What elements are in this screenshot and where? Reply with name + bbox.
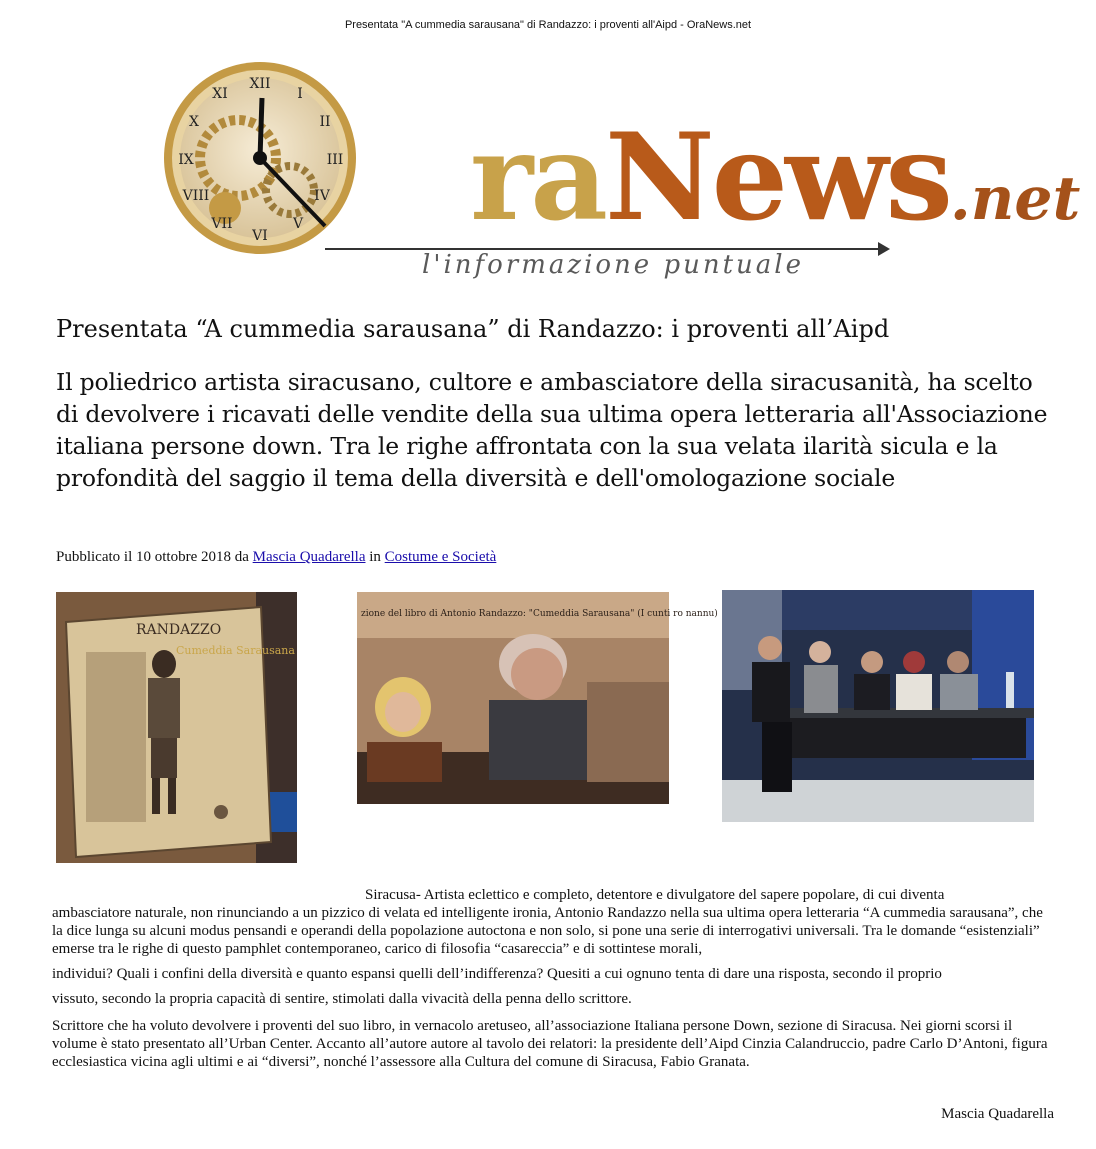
logo-arrow-icon [878, 242, 890, 256]
book-cover-icon [56, 592, 297, 863]
panel-photo[interactable] [722, 590, 1034, 822]
meta-prefix: Pubblicato il 10 ottobre 2018 da [56, 549, 249, 565]
svg-text:IX: IX [178, 152, 194, 168]
article-subtitle: Il poliedrico artista siracusano, cultore e ambasciatore della siracusanità, ha scelto di devolvere i ricavati delle vendite della sua ultima opera letteraria all'Associazione italiana persone down. Tra le righe affrontata con la sua velata ilarità sicula e la profondità del saggio il tema della diversità e dell'omologazione sociale [56, 368, 1048, 492]
paragraph-3: vissuto, secondo la propria capacità di sentire, stimolati dalla vivacità della penna dello scrittore. [52, 991, 632, 1007]
author-link[interactable]: Mascia Quadarella [252, 549, 366, 565]
paragraph-1-rest: ambasciatore naturale, non rinunciando a un pizzico di velata ed intelligente ironia, Antonio Randazzo nella sua ultima opera letteraria “A cummedia sarausana”, che la dice lunga su alcuni modus pensandi e operandi della popolazione autoctona e non solo, si pone una serie di interrogativi universali. Tra le domande “esistenziali” emerse tra le righe di questo pamphlet contemporaneo, carico di filosofia “casareccia” e di sottintese morali, [52, 905, 1043, 957]
paragraph-2: individui? Quali i confini della diversità e quanto espansi quelli dell’indifferenza? Quesiti a cui ognuno tenta di dare una risposta, secondo il proprio [52, 966, 942, 982]
book-cover-author: RANDAZZO [136, 622, 222, 638]
paragraph-4: Scrittore che ha voluto devolvere i proventi del suo libro, in vernacolo aretuseo, all’associazione Italiana persone Down, sezione di Siracusa. Nei giorni scorsi il volume è stato presentato all’Urban Center. Accanto all’autore autore al tavolo dei relatori: la presidente dell’Aipd Cinzia Calandruccio, padre Carlo D’Antoni, figura ecclesiastica vicina agli ultimi e ai “diversi”, nonché l’assessore alla Cultura del comune di Siracusa, Fabio Granata. [52, 1018, 1048, 1070]
article-signature: Mascia Quadarella [941, 1106, 1054, 1122]
svg-text:VIII: VIII [182, 188, 210, 204]
svg-text:VII: VII [211, 216, 233, 232]
svg-text:I: I [297, 86, 303, 102]
panel-photo-icon [722, 590, 1034, 822]
article-meta [56, 549, 496, 566]
svg-text:IV: IV [314, 188, 330, 204]
book-cover-title: Cumeddia Sarausana [176, 644, 295, 657]
svg-text:VI: VI [252, 228, 268, 244]
logo-tagline: l'informazione puntuale [422, 250, 804, 280]
article-title: Presentata “A cummedia sarausana” di Randazzo: i proventi all’Aipd [56, 315, 890, 343]
logo-wordmark: raNews.net [470, 107, 1081, 248]
svg-text:X: X [189, 114, 199, 130]
svg-text:III: III [326, 152, 344, 168]
print-header-title: Presentata "A cummedia sarausana" di Randazzo: i proventi all'Aipd - OraNews.net [344, 19, 752, 31]
svg-text:XII: XII [249, 76, 271, 92]
svg-text:XI: XI [212, 86, 228, 102]
paragraph-1-first-line: Siracusa- Artista eclettico e completo, detentore e divulgatore del sapere popolare, di cui diventa [365, 887, 945, 903]
book-cover-image[interactable] [56, 592, 297, 863]
svg-text:II: II [319, 114, 331, 130]
site-logo[interactable] [150, 58, 1081, 298]
presentation-banner-text: zione del libro di Antonio Randazzo: "Cumeddia Sarausana" (I cunti ro nannu) [361, 609, 718, 619]
clock-logo-icon [150, 58, 390, 298]
svg-text:V: V [292, 216, 304, 232]
meta-in: in [369, 549, 381, 565]
category-link[interactable]: Costume e Società [384, 549, 497, 565]
presentation-photo-icon [357, 592, 718, 804]
presentation-photo[interactable] [357, 592, 718, 804]
